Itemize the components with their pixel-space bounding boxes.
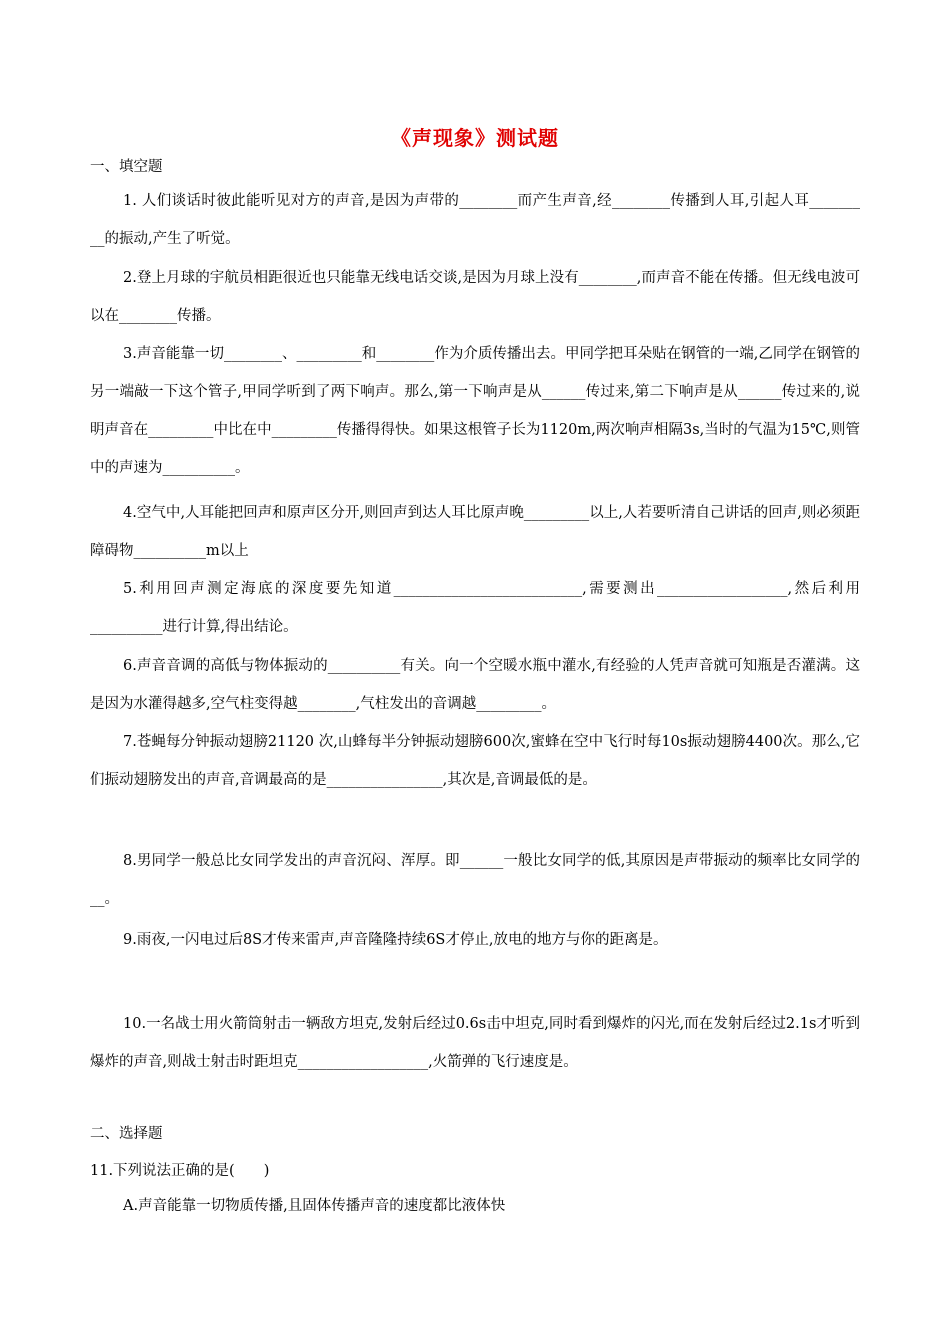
question-2: 2.登上月球的宇航员相距很近也只能靠无线电话交谈,是因为月球上没有________,而声音不能在传播。但无线电波可以在________传播。: [90, 270, 860, 324]
page-title: 《声现象》测试题: [391, 126, 559, 150]
section-heading-multiple-choice: 二、选择题: [90, 1126, 163, 1142]
question-11: 11.下列说法正确的是( ): [90, 1163, 270, 1179]
question-11-option-a: A.声音能靠一切物质传播,且固体传播声音的速度都比液体快: [123, 1198, 506, 1214]
question-8: 8.男同学一般总比女同学发出的声音沉闷、浑厚。即______一般比女同学的低,其原因是声带振动的频率比女同学的__。: [90, 853, 860, 907]
question-1: 1. 人们谈话时彼此能听见对方的声音,是因为声带的________而产生声音,经________传播到人耳,引起人耳_______ __的振动,产生了听觉。: [90, 193, 860, 247]
question-10: 10.一名战士用火箭筒射击一辆敌方坦克,发射后经过0.6s击中坦克,同时看到爆炸的闪光,而在发射后经过2.1s才听到爆炸的声音,则战士射击时距坦克__________________,火箭弹的飞行速度是。: [90, 1016, 860, 1070]
question-3: 3.声音能靠一切________、_________和________作为介质传播出去。甲同学把耳朵贴在钢管的一端,乙同学在钢管的另一端敲一下这个管子,甲同学听到了两下响声。那么,第一下响声是从______传过来,第二下响声是从______传过来的,说明声音在_________中比在中_________传播得得快。如果这根管子长为1120m,两次响声相隔3s,当时的气温为15℃,则管中的声速为__________。: [90, 346, 860, 476]
question-6: 6.声音音调的高低与物体振动的__________有关。向一个空暖水瓶中灌水,有经验的人凭声音就可知瓶是否灌满。这是因为水灌得越多,空气柱变得越________,气柱发出的音调越_________。: [90, 658, 860, 712]
question-4: 4.空气中,人耳能把回声和原声区分开,则回声到达人耳比原声晚_________以上,人若要听清自己讲话的回声,则必须距障碍物__________m以上: [90, 505, 860, 559]
section-heading-fill-in: 一、填空题: [90, 159, 163, 175]
question-5: 5.利用回声测定海底的深度要先知道__________________________,需要测出__________________,然后利用__________进行计算,得出结论。: [90, 581, 860, 635]
question-7: 7.苍蝇每分钟振动翅膀21120 次,山蜂每半分钟振动翅膀600次,蜜蜂在空中飞行时每10s振动翅膀4400次。那么,它们振动翅膀发出的声音,音调最高的是________________,其次是,音调最低的是。: [90, 734, 860, 788]
question-9: 9.雨夜,一闪电过后8S才传来雷声,声音隆隆持续6S才停止,放电的地方与你的距离是。: [123, 932, 668, 948]
